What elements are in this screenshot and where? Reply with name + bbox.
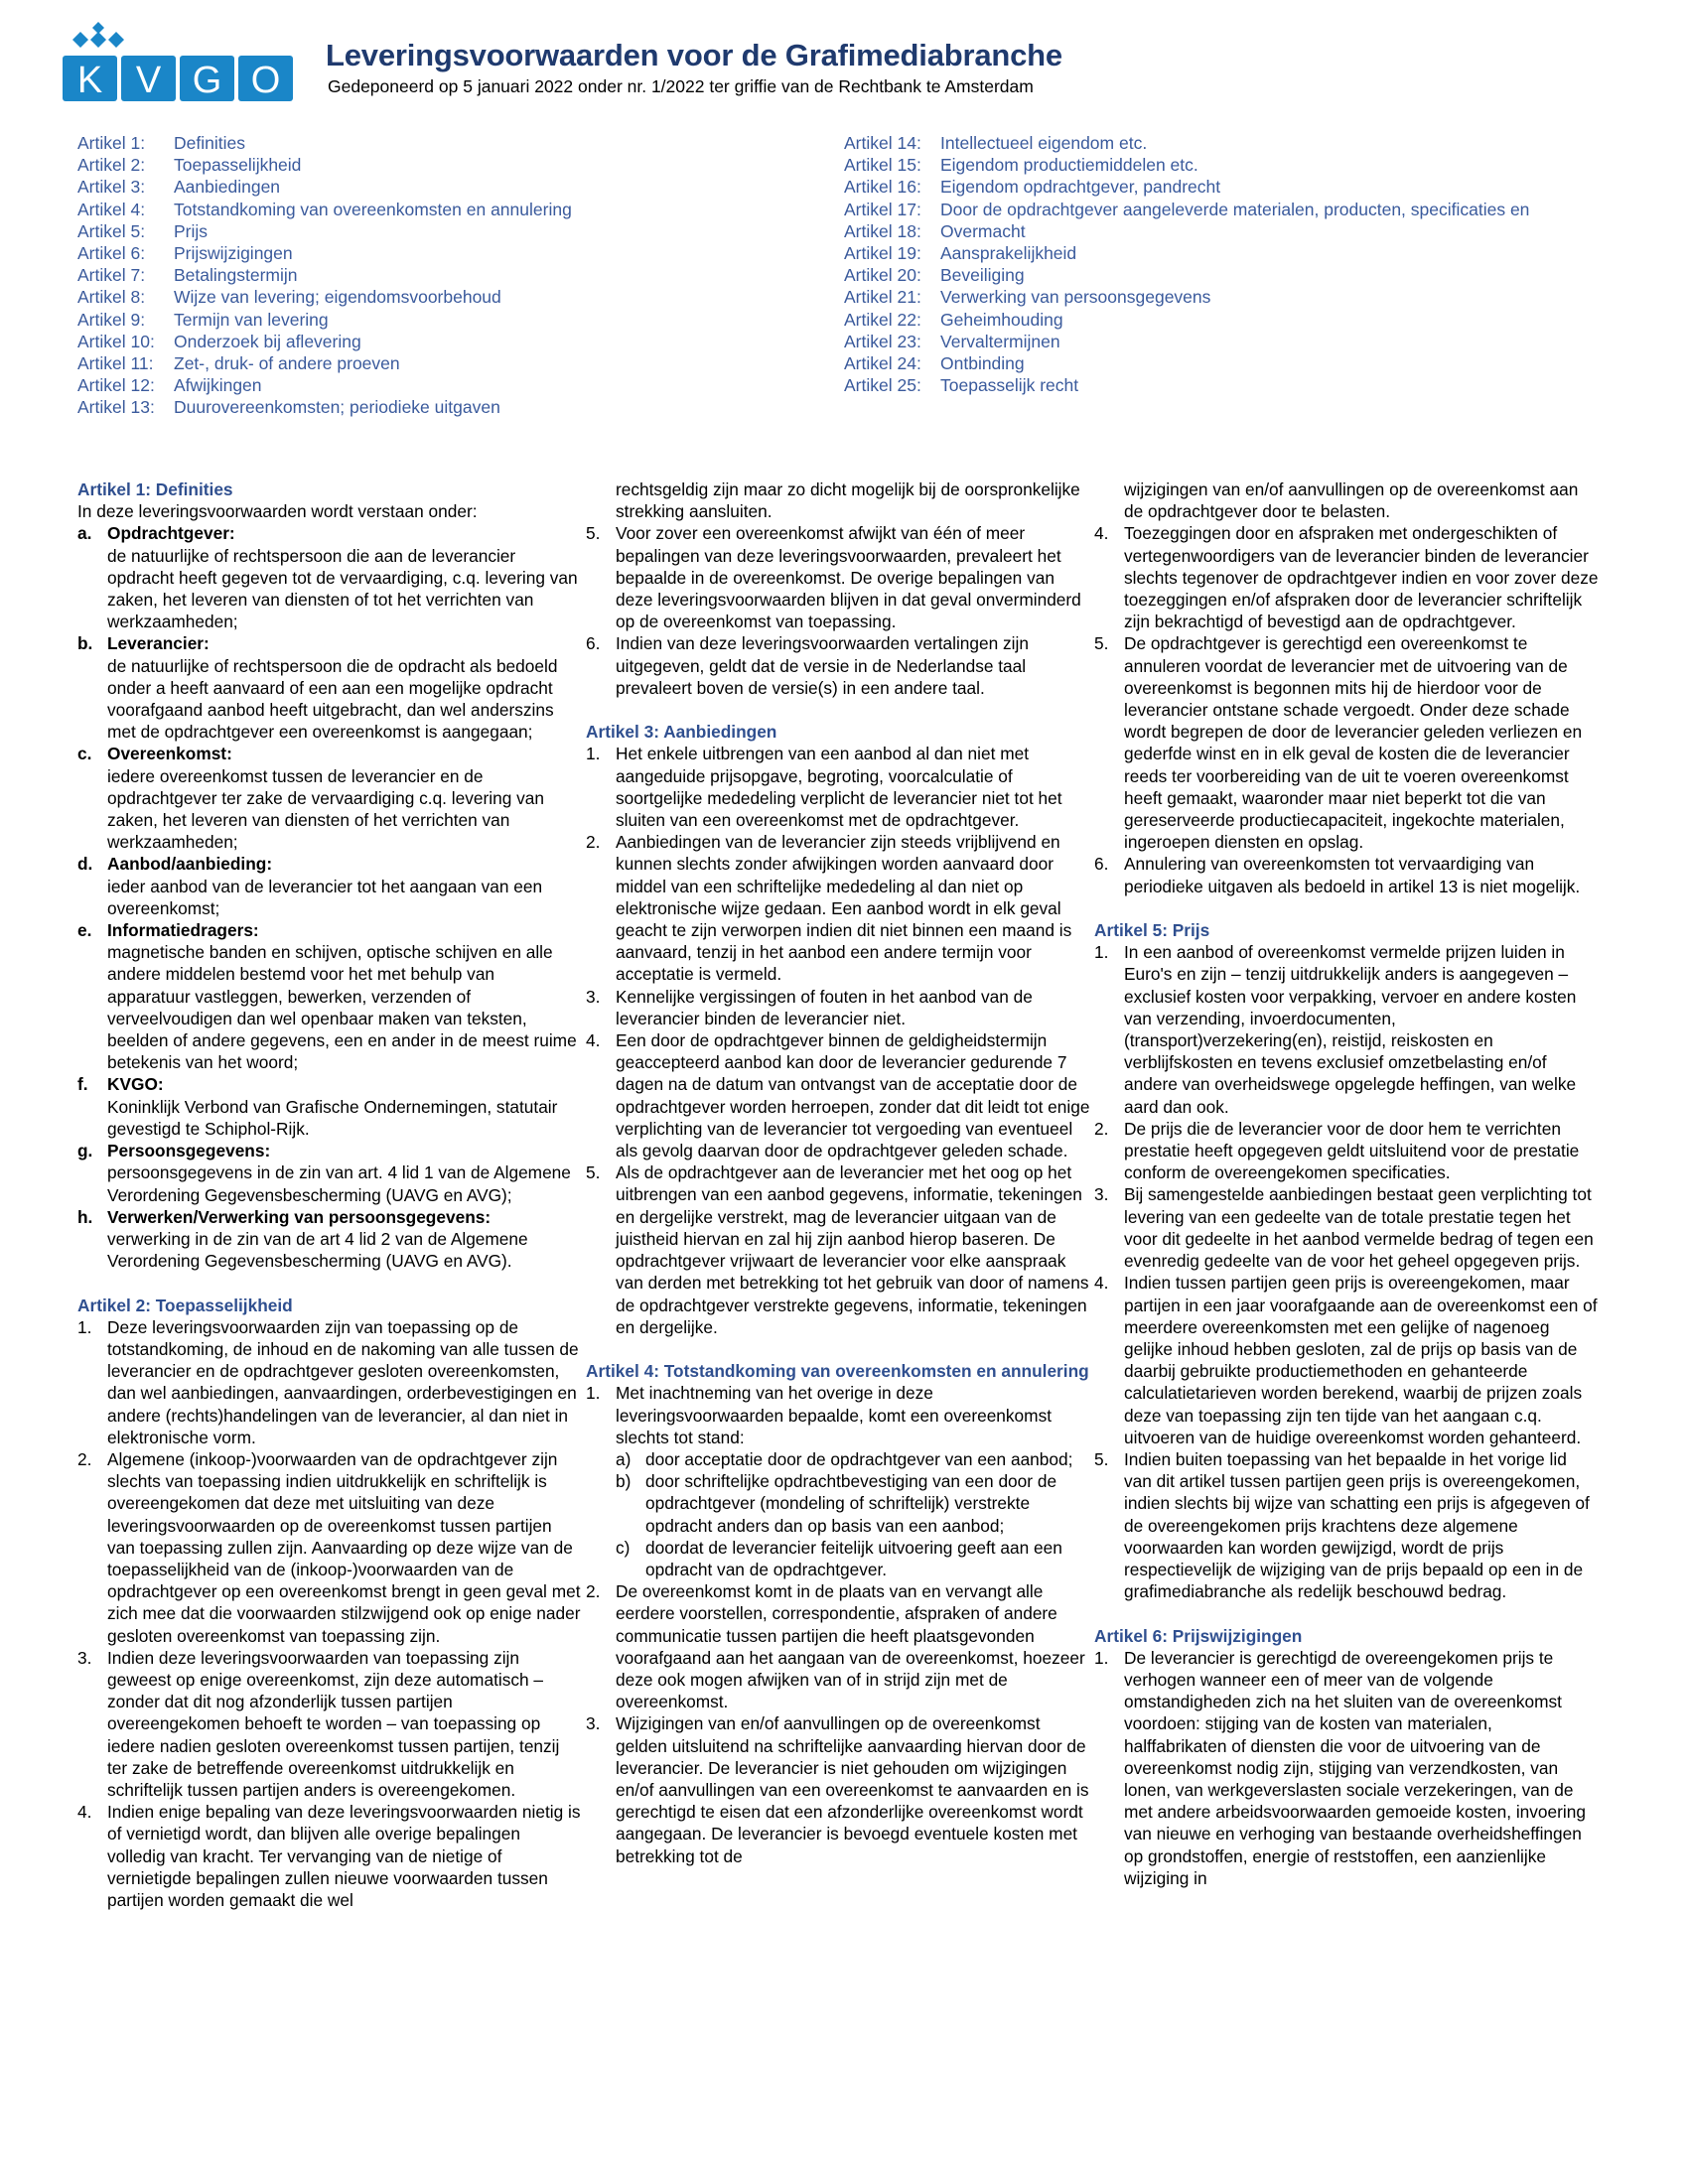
definition-body [107, 1073, 582, 1140]
toc-entry[interactable] [844, 242, 1529, 264]
item-number: b) [616, 1471, 632, 1492]
definition-letter: g. [77, 1141, 93, 1161]
item-number: 2. [586, 1581, 601, 1602]
numbered-item [77, 1448, 582, 1647]
item-number: 1. [77, 1316, 92, 1337]
numbered-item [586, 1029, 1090, 1161]
item-text: Indien van deze leveringsvoorwaarden vertalingen zijn uitgegeven, geldt dat de versie in de Nederlandse taal prevaleert boven de versie(s) in een andere taal. [616, 633, 1029, 698]
toc-article-number: Artikel 6: [77, 243, 146, 264]
text-column-3 [1094, 478, 1599, 1889]
numbered-item [1094, 1272, 1599, 1448]
definition-item [77, 919, 582, 1073]
item-text: Deze leveringsvoorwaarden zijn van toepassing op de totstandkoming, de inhoud en de nakoming van alle tussen de leverancier en de opdrachtgever gesloten overeenkomsten, dan wel aanbiedingen, aanvaardingen, orderbevestigingen en andere (rechts)handelingen van de leverancier, al dan niet in elektronische vorm. [107, 1316, 579, 1447]
numbered-item [586, 1580, 1090, 1712]
toc-article-title: Ontbinding [940, 353, 1025, 374]
item-text: door schriftelijke opdrachtbevestiging van een door de opdrachtgever (mondeling of schriftelijk) verstrekte opdracht anders dan op basis van een aanbod; [645, 1471, 1057, 1536]
definition-body [107, 632, 582, 743]
toc-article-number: Artikel 14: [844, 133, 921, 153]
toc-entry[interactable] [844, 352, 1529, 374]
toc-article-title: Aanbiedingen [174, 177, 281, 198]
item-text: Indien buiten toepassing van het bepaalde in het vorige lid van dit artikel tussen partijen geen prijs is overeengekomen, indien slechts bij wijze van schatting een prijs is afgegeven of de overeengekomen prijs krachtens deze algemene voorwaarden kan worden gewijzigd, wordt de prijs respectievelijk de wijziging van de prijs bepaald op een in de grafimediabranche als redelijk beschouwd bedrag. [1124, 1448, 1590, 1602]
toc-article-title: Totstandkoming van overeenkomsten en annulering [174, 199, 572, 219]
definition-body [107, 853, 582, 919]
definition-item [77, 853, 582, 919]
numbered-item [77, 1316, 582, 1448]
toc-article-number: Artikel 12: [77, 375, 155, 396]
toc-entry[interactable] [844, 132, 1529, 154]
text-column-2 [586, 478, 1090, 1867]
toc-article-title: Overmacht [940, 220, 1026, 241]
toc-entry[interactable] [844, 154, 1529, 176]
item-text: Annulering van overeenkomsten tot vervaardiging van periodieke uitgaven als bedoeld in artikel 13 is niet mogelijk. [1124, 854, 1581, 896]
table-of-contents-left [77, 132, 572, 419]
item-number: 4. [1094, 523, 1109, 544]
definition-letter: b. [77, 633, 93, 654]
toc-article-number: Artikel 4: [77, 199, 146, 219]
sub-list-item [586, 1537, 1090, 1580]
toc-article-title: Definities [174, 133, 245, 153]
kvgo-logo [63, 22, 293, 103]
toc-entry[interactable] [77, 132, 572, 154]
item-number: 5. [586, 1162, 601, 1183]
toc-article-title: Zet-, druk- of andere proeven [174, 353, 400, 374]
item-number: 5. [1094, 633, 1109, 654]
svg-text:K: K [76, 60, 103, 101]
toc-entry[interactable] [844, 220, 1529, 242]
toc-entry[interactable] [77, 352, 572, 374]
toc-entry[interactable] [77, 374, 572, 396]
definition-item [77, 1140, 582, 1206]
item-number: 4. [1094, 1273, 1109, 1294]
toc-article-title: Eigendom opdrachtgever, pandrecht [940, 177, 1221, 198]
item-number: 3. [586, 986, 601, 1007]
definition-term: Verwerken/Verwerking van persoonsgegevens: [107, 1206, 492, 1227]
toc-article-number: Artikel 2: [77, 155, 146, 176]
definition-letter: a. [77, 523, 92, 544]
definition-body [107, 743, 582, 853]
toc-article-title: Intellectueel eigendom etc. [940, 133, 1148, 153]
item-number: 3. [586, 1713, 601, 1734]
continued-paragraph [1094, 478, 1599, 522]
definition-term: Persoonsgegevens: [107, 1141, 271, 1161]
toc-entry[interactable] [77, 264, 572, 286]
article-heading: Artikel 1: Definities [77, 479, 233, 499]
numbered-item [586, 1161, 1090, 1338]
item-text: Indien deze leveringsvoorwaarden van toepassing zijn geweest op enige overeenkomst, zijn deze automatisch – zonder dat dit nog afzonderlijk tussen partijen overeengekomen behoeft te worden – van toepassing op iedere nadien gesloten overeenkomst tussen partijen, tenzij ter zake de betreffende overeenkomst uitdrukkelijk en schriftelijk tussen partijen anders is overeengekomen. [107, 1647, 560, 1800]
definition-term: Opdrachtgever: [107, 523, 235, 544]
toc-article-number: Artikel 24: [844, 353, 921, 374]
toc-article-title: Eigendom productiemiddelen etc. [940, 155, 1198, 176]
item-text: Met inachtneming van het overige in deze leveringsvoorwaarden bepaalde, komt een overeenkomst slechts tot stand: [616, 1383, 1053, 1447]
toc-article-number: Artikel 17: [844, 199, 921, 219]
toc-article-number: Artikel 13: [77, 397, 155, 418]
article-heading: Artikel 5: Prijs [1094, 920, 1210, 941]
toc-article-title: Door de opdrachtgever aangeleverde materialen, producten, specificaties en [940, 199, 1530, 219]
toc-article-number: Artikel 19: [844, 243, 921, 264]
toc-article-number: Artikel 8: [77, 287, 146, 308]
toc-article-number: Artikel 10: [77, 331, 155, 351]
toc-article-title: Betalingstermijn [174, 265, 298, 286]
definition-term: Informatiedragers: [107, 920, 259, 941]
item-text: Algemene (inkoop-)voorwaarden van de opdrachtgever zijn slechts van toepassing indien uitdrukkelijk en schriftelijk is overeengekomen dat deze met uitsluiting van deze leveringsvoorwaarden op de overeenkomst tussen partijen van toepassing zullen zijn. Aanvaarding op deze wijze van de toepasselijkheid van de (inkoop-)voorwaarden van de opdrachtgever op een overeenkomst brengt in geen geval met zich mee dat die voorwaarden stilzwijgend ook op enige nader gesloten overeenkomst van toepassing zijn. [107, 1448, 581, 1646]
article-heading: Artikel 4: Totstandkoming van overeenkomsten en annulering [586, 1361, 1089, 1382]
definition-term: Leverancier: [107, 633, 210, 654]
numbered-item [1094, 941, 1599, 1118]
definition-item [77, 632, 582, 743]
definition-item [77, 1073, 582, 1140]
item-number: a) [616, 1448, 632, 1469]
item-number: 3. [1094, 1184, 1109, 1205]
definition-letter: c. [77, 744, 92, 764]
item-number: 1. [1094, 1647, 1109, 1668]
definition-letter: d. [77, 854, 93, 875]
document-subtitle: Gedeponeerd op 5 januari 2022 onder nr. 1/2022 ter griffie van de Rechtbank te Amsterdam [328, 76, 1034, 96]
definition-text: ieder aanbod van de leverancier tot het aangaan van een overeenkomst; [107, 876, 543, 918]
text-column-1 [77, 478, 582, 1911]
definition-letter: f. [77, 1074, 88, 1095]
item-text: Indien enige bepaling van deze leveringsvoorwaarden nietig is of vernietigd wordt, dan blijven alle overige bepalingen volledig van kracht. Ter vervanging van de nietige of vernietigde bepalingen zullen nieuwe voorwaarden tussen partijen worden gemaakt die wel [107, 1802, 581, 1910]
definition-term: Overeenkomst: [107, 744, 232, 764]
numbered-item [586, 522, 1090, 632]
toc-article-title: Geheimhouding [940, 309, 1063, 330]
item-number: 1. [1094, 942, 1109, 963]
toc-article-title: Aansprakelijkheid [940, 243, 1077, 264]
item-text: Wijzigingen van en/of aanvullingen op de overeenkomst gelden uitsluitend na schriftelijke aanvaarding hiervan door de leverancier. De leverancier is niet gehouden om wijzigingen en/of aanvullingen van een overeenkomst te aanvaarden en is gerechtigd te eisen dat een afzonderlijke overeenkomst wordt aangegaan. De leverancier is bevoegd eventuele kosten met betrekking tot de [616, 1713, 1089, 1866]
toc-article-number: Artikel 3: [77, 177, 146, 198]
toc-entry[interactable] [77, 242, 572, 264]
item-text: Een door de opdrachtgever binnen de geldigheidstermijn geaccepteerd aanbod kan door de leverancier gedurende 7 dagen na de datum van ontvangst van de acceptatie door de opdrachtgever worden herroepen, zonder dat dit leidt tot enige verplichting van de leverancier tot vergoeding van eventueel als gevolg daarvan door de opdrachtgever geleden schade. [616, 1030, 1090, 1161]
paragraph-text: In deze leveringsvoorwaarden wordt verstaan onder: [77, 501, 478, 522]
toc-article-number: Artikel 22: [844, 309, 921, 330]
toc-entry[interactable] [77, 331, 572, 352]
toc-entry[interactable] [77, 309, 572, 331]
item-number: 2. [77, 1448, 92, 1469]
sub-list-item [586, 1448, 1090, 1470]
toc-article-number: Artikel 15: [844, 155, 921, 176]
definition-text: de natuurlijke of rechtspersoon die de opdracht als bedoeld onder a heeft aanvaard of een aan een mogelijke opdracht voorafgaand aanbod heeft uitgebracht, dan wel anderszins met de opdrachtgever een overeenkomst is aangegaan; [107, 655, 558, 743]
item-text: De overeenkomst komt in de plaats van en vervangt alle eerdere voorstellen, correspondentie, afspraken of andere communicatie tussen partijen die heeft plaatsgevonden voorafgaand aan het aangaan van de overeenkomst, hoezeer deze ook mogen afwijken van of in strijd zijn met de overeenkomst. [616, 1581, 1085, 1712]
definition-text: de natuurlijke of rechtspersoon die aan de leverancier opdracht heeft gegeven tot de vervaardiging, c.q. levering van zaken, het leveren van diensten of tot het verrichten van werkzaamheden; [107, 545, 578, 632]
numbered-item [586, 986, 1090, 1029]
item-number: 4. [586, 1030, 601, 1051]
item-text: Als de opdrachtgever aan de leverancier met het oog op het uitbrengen van een aanbod gegevens, informatie, tekeningen en dergelijke verstrekt, mag de leverancier uitgaan van de juistheid hiervan en zal hij zijn aanbod hierop baseren. De opdrachtgever vrijwaart de leverancier voor elke aanspraak van derden met betrekking tot het gebruik van door of namens de opdrachtgever verstrekte gegevens, informatie, tekeningen en dergelijke. [616, 1162, 1089, 1337]
item-text: doordat de leverancier feitelijk uitvoering geeft aan een opdracht van de opdrachtgever. [645, 1537, 1062, 1579]
paragraph-text: wijzigingen van en/of aanvullingen op de overeenkomst aan de opdrachtgever door te belasten. [1124, 479, 1579, 522]
table-of-contents-right [844, 132, 1529, 396]
toc-article-number: Artikel 18: [844, 220, 921, 241]
item-text: Kennelijke vergissingen of fouten in het aanbod van de leverancier binden de leverancier niet. [616, 986, 1033, 1028]
toc-article-title: Vervaltermijnen [940, 331, 1060, 351]
toc-article-number: Artikel 21: [844, 287, 921, 308]
item-text: Indien tussen partijen geen prijs is overeengekomen, maar partijen in een jaar voorafgaande aan de overeenkomst een of meerdere overeenkomsten met een gelijke of nagenoeg gelijke inhoud hebben gesloten, zal de prijs op basis van de daarbij gebruikte productiemethoden en gehanteerde calculatietarieven worden berekend, waarbij de prijzen zoals deze van toepassing zijn ten tijde van het aangaan c.q. uitvoeren van de huidige overeenkomst worden gehanteerd. [1124, 1273, 1598, 1447]
numbered-item [77, 1801, 582, 1911]
item-text: Bij samengestelde aanbiedingen bestaat geen verplichting tot levering van een gedeelte van de totale prestatie tegen het voor dit gedeelte in het aanbod vermelde bedrag of tegen een evenredig gedeelte van de voor het geheel opgegeven prijs. [1124, 1184, 1594, 1272]
numbered-item [1094, 853, 1599, 896]
item-text: door acceptatie door de opdrachtgever van een aanbod; [645, 1448, 1073, 1469]
toc-entry[interactable] [844, 374, 1529, 396]
numbered-item [586, 632, 1090, 699]
definition-item [77, 1206, 582, 1273]
toc-article-title: Onderzoek bij aflevering [174, 331, 361, 351]
toc-article-number: Artikel 25: [844, 375, 921, 396]
definition-letter: e. [77, 920, 92, 941]
definition-text: persoonsgegevens in de zin van art. 4 lid 1 van de Algemene Verordening Gegevensbescherming (UAVG en AVG); [107, 1162, 571, 1205]
document-title: Leveringsvoorwaarden voor de Grafimediabranche [326, 38, 1062, 72]
toc-entry[interactable] [844, 309, 1529, 331]
numbered-item [586, 1712, 1090, 1866]
toc-article-title: Termijn van levering [174, 309, 329, 330]
toc-article-title: Afwijkingen [174, 375, 262, 396]
item-number: 6. [586, 633, 601, 654]
item-text: Toezeggingen door en afspraken met ondergeschikten of vertegenwoordigers van de leverancier binden de leverancier slechts tegenover de opdrachtgever indien en voor zover deze toezeggingen en/of afspraken door de leverancier schriftelijk zijn bekrachtigd of bevestigd aan de opdrachtgever. [1124, 523, 1599, 632]
toc-entry[interactable] [77, 199, 572, 220]
definition-text: verwerking in de zin van de art 4 lid 2 van de Algemene Verordening Gegevensbescherming (UAVG en AVG). [107, 1228, 528, 1272]
toc-entry[interactable] [844, 199, 1529, 220]
item-text: Aanbiedingen van de leverancier zijn steeds vrijblijvend en kunnen slechts zonder afwijkingen worden aanvaard door middel van een schriftelijke mededeling al dan niet op elektronische wijze gedaan. Een aanbod wordt in elk geval geacht te zijn verworpen indien dit niet binnen een maand is aanvaard, tenzij in het aanbod een andere termijn voor acceptatie is vermeld. [616, 832, 1072, 985]
toc-article-title: Duurovereenkomsten; periodieke uitgaven [174, 397, 500, 418]
definition-text: magnetische banden en schijven, optische schijven en alle andere middelen bestemd voor het met behulp van apparatuur vastleggen, bewerken, verzenden of verveelvoudigen dan wel openbaar maken van teksten, beelden of andere gegevens, een en ander in de meest ruime betekenis van het woord; [107, 942, 577, 1073]
toc-article-title: Prijs [174, 220, 209, 241]
sub-list-item [586, 1470, 1090, 1537]
toc-article-title: Prijswijzigingen [174, 243, 293, 264]
toc-article-number: Artikel 5: [77, 220, 146, 241]
toc-entry[interactable] [844, 176, 1529, 198]
toc-article-number: Artikel 9: [77, 309, 146, 330]
item-number: 2. [586, 832, 601, 853]
numbered-item [1094, 1647, 1599, 1889]
numbered-item [1094, 1183, 1599, 1272]
toc-entry[interactable] [844, 264, 1529, 286]
toc-entry[interactable] [77, 154, 572, 176]
paragraph [77, 500, 582, 522]
numbered-item [586, 743, 1090, 831]
numbered-item [1094, 1448, 1599, 1602]
toc-article-number: Artikel 7: [77, 265, 146, 286]
definition-text: iedere overeenkomst tussen de leverancier en de opdrachtgever ter zake de vervaardiging c.q. levering van zaken, het leveren van diensten of het verrichten van werkzaamheden; [107, 765, 544, 853]
svg-text:O: O [250, 60, 281, 101]
item-text: De prijs die de leverancier voor de door hem te verrichten prestatie heeft opgegeven geldt uitsluitend voor de prestatie conform de overeengekomen specificaties. [1124, 1118, 1580, 1183]
definition-item [77, 522, 582, 632]
numbered-item [586, 831, 1090, 985]
item-text: De opdrachtgever is gerechtigd een overeenkomst te annuleren voordat de leverancier met de uitvoering van de overeenkomst is begonnen mits hij de hierdoor voor de leverancier ontstane schade vergoedt. Onder deze schade wordt begrepen de door de leverancier geleden verliezen en gederfde winst en in elk geval de kosten die de leverancier reeds ter voorbereiding van de uit te voeren overeenkomst heeft gemaakt, waaronder maar niet beperkt tot die van gereserveerde productiecapaciteit, ingekochte materialen, ingeroepen diensten en opslag. [1124, 633, 1583, 853]
item-number: 5. [1094, 1448, 1109, 1469]
indent [586, 478, 616, 522]
article-heading: Artikel 2: Toepasselijkheid [77, 1295, 293, 1315]
toc-article-number: Artikel 11: [77, 353, 154, 374]
toc-entry[interactable] [77, 176, 572, 198]
item-number: 1. [586, 1383, 601, 1404]
definition-body [107, 919, 582, 1073]
paragraph-text: rechtsgeldig zijn maar zo dicht mogelijk bij de oorspronkelijke strekking aansluiten. [616, 479, 1080, 522]
toc-article-title: Verwerking van persoonsgegevens [940, 287, 1211, 308]
numbered-item [586, 1382, 1090, 1448]
definition-term: KVGO: [107, 1074, 164, 1095]
definition-body [107, 1206, 582, 1273]
toc-article-number: Artikel 16: [844, 177, 921, 198]
item-number: c) [616, 1537, 631, 1558]
definition-term: Aanbod/aanbieding: [107, 854, 273, 875]
toc-article-title: Toepasselijk recht [940, 375, 1079, 396]
definition-text: Koninklijk Verbond van Grafische Ondernemingen, statutair gevestigd te Schiphol-Rijk. [107, 1096, 558, 1139]
toc-article-title: Toepasselijkheid [174, 155, 302, 176]
article-heading: Artikel 3: Aanbiedingen [586, 722, 777, 743]
svg-text:G: G [192, 60, 222, 101]
item-number: 5. [586, 523, 601, 544]
definition-body [107, 1140, 582, 1206]
article-heading: Artikel 6: Prijswijzigingen [1094, 1625, 1303, 1646]
numbered-item [77, 1647, 582, 1801]
item-number: 4. [77, 1802, 92, 1823]
toc-article-number: Artikel 1: [77, 133, 146, 153]
toc-article-number: Artikel 20: [844, 265, 921, 286]
numbered-item [1094, 522, 1599, 632]
toc-entry[interactable] [844, 286, 1529, 308]
item-text: Voor zover een overeenkomst afwijkt van één of meer bepalingen van deze leveringsvoorwaarden, prevaleert het bepaalde in de overeenkomst. De overige bepalingen van deze leveringsvoorwaarden blijven in dat geval onverminderd op de overeenkomst van toepassing. [616, 523, 1081, 632]
definition-item [77, 743, 582, 853]
item-number: 1. [586, 744, 601, 764]
numbered-item [1094, 1118, 1599, 1184]
toc-entry[interactable] [844, 331, 1529, 352]
toc-entry[interactable] [77, 396, 572, 418]
item-number: 2. [1094, 1118, 1109, 1139]
numbered-item [1094, 632, 1599, 853]
item-text: De leverancier is gerechtigd de overeengekomen prijs te verhogen wanneer een of meer van de volgende omstandigheden zich na het sluiten van de overeenkomst voordoen: stijging van de kosten van materialen, halffabrikaten of diensten die voor de uitvoering van de overeenkomst nodig zijn, stijging van verzendkosten, van lonen, van werkgeverslasten sociale verzekeringen, van de met andere arbeidsvoorwaarden gemoeide kosten, invoering van nieuwe en verhoging van bestaande overheidsheffingen op grondstoffen, energie of reststoffen, een aanzienlijke wijziging in [1124, 1647, 1586, 1888]
definition-body [107, 522, 582, 632]
item-text: In een aanbod of overeenkomst vermelde prijzen luiden in Euro's en zijn – tenzij uitdrukkelijk anders is aangegeven – exclusief kosten voor verpakking, vervoer en andere kosten van verzending, invoerdocumenten, (transport)verzekering(en), reistijd, reiskosten en verblijfskosten en tevens exclusief omzetbelasting en/of andere van overheidswege opgelegde heffingen, van welke aard dan ook. [1124, 942, 1577, 1117]
toc-article-title: Beveiliging [940, 265, 1025, 286]
item-text: Het enkele uitbrengen van een aanbod al dan niet met aangeduide prijsopgave, begroting, voorcalculatie of soortgelijke mededeling verplicht de leverancier niet tot het sluiten van een overeenkomst met de opdrachtgever. [616, 744, 1062, 831]
toc-article-number: Artikel 23: [844, 331, 921, 351]
toc-entry[interactable] [77, 220, 572, 242]
item-number: 3. [77, 1647, 92, 1668]
definition-letter: h. [77, 1206, 93, 1227]
toc-entry[interactable] [77, 286, 572, 308]
svg-text:V: V [135, 60, 162, 101]
indent [1094, 478, 1124, 522]
continued-paragraph [586, 478, 1090, 522]
toc-article-title: Wijze van levering; eigendomsvoorbehoud [174, 287, 501, 308]
item-number: 6. [1094, 854, 1109, 875]
